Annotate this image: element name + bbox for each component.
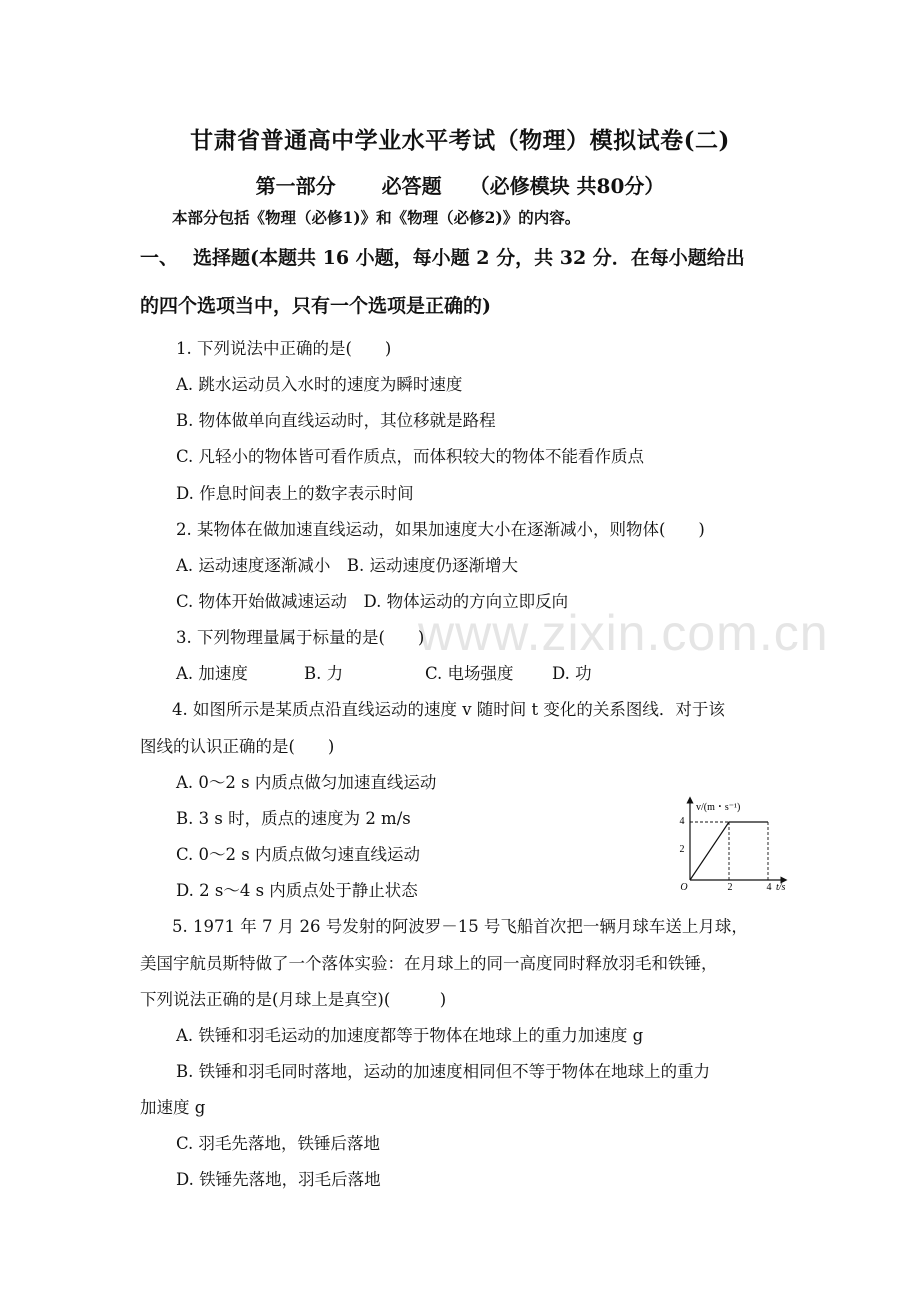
q2-stem: 2. 某物体在做加速直线运动，如果加速度大小在逐渐减小，则物体( ): [176, 520, 705, 539]
q5-option-b-line1: B. 铁锤和羽毛同时落地，运动的加速度相同但不等于物体在地球上的重力: [176, 1062, 711, 1081]
section-instruction-line2: 的四个选项当中，只有一个选项是正确的): [140, 295, 491, 317]
q5-option-b-line2: 加速度 g: [140, 1098, 206, 1117]
q4-option-b: B. 3 s 时，质点的速度为 2 m/s: [176, 809, 411, 828]
q4-stem-line2: 图线的认识正确的是( ): [140, 737, 335, 756]
q5-stem-line3: 下列说法正确的是(月球上是真空)( ): [140, 990, 447, 1009]
part-heading: [0, 170, 920, 199]
vt-y-label: v/(m・s⁻¹): [696, 802, 741, 813]
part-intro: 本部分包括《物理（必修1)》和《物理（必修2)》的内容。: [172, 208, 581, 227]
q3-stem: 3. 下列物理量属于标量的是( ): [176, 628, 425, 647]
q1-stem: 1. 下列说法中正确的是( ): [176, 339, 392, 358]
q4-option-a: A. 0～2 s 内质点做匀加速直线运动: [176, 773, 437, 792]
q5-option-a: A. 铁锤和羽毛运动的加速度都等于物体在地球上的重力加速度 g: [176, 1026, 644, 1045]
vt-graph: [666, 790, 802, 896]
q5-option-c: C. 羽毛先落地，铁锤后落地: [176, 1134, 381, 1153]
q5-stem-line1: 5. 1971 年 7 月 26 号发射的阿波罗－15 号飞船首次把一辆月球车送上月球，: [172, 917, 748, 936]
q5-stem-line2: 美国宇航员斯特做了一个落体实验：在月球上的同一高度同时释放羽毛和铁锤，: [140, 954, 718, 973]
q3-option-b: B. 力: [304, 664, 344, 683]
q4-option-d: D. 2 s～4 s 内质点处于静止状态: [176, 881, 418, 900]
vt-x-tick-4: 4: [766, 882, 772, 893]
vt-series-line: [690, 822, 768, 880]
q1-option-d: D. 作息时间表上的数字表示时间: [176, 484, 414, 503]
section-number: 一、: [140, 247, 179, 269]
q2-options-line1: A. 运动速度逐渐减小 B. 运动速度仍逐渐增大: [176, 556, 519, 575]
q4-option-c: C. 0～2 s 内质点做匀速直线运动: [176, 845, 420, 864]
vt-y-tick-4: 4: [679, 816, 685, 827]
q3-option-c: C. 电场强度: [425, 664, 514, 683]
q1-option-b: B. 物体做单向直线运动时，其位移就是路程: [176, 411, 496, 430]
vt-y-tick-2: 2: [679, 844, 685, 855]
exam-title: 甘肃省普通高中学业水平考试（物理）模拟试卷(二): [190, 127, 730, 154]
q2-options-line2: C. 物体开始做减速运动 D. 物体运动的方向立即反向: [176, 592, 569, 611]
vt-origin: O: [680, 882, 688, 893]
q1-option-a: A. 跳水运动员入水时的速度为瞬时速度: [176, 375, 463, 394]
part-label: 第一部分: [255, 174, 336, 198]
vt-x-label: t/s: [776, 882, 786, 893]
part-scope: （必修模块 共80分）: [469, 174, 665, 198]
part-type: 必答题: [381, 174, 442, 198]
q4-stem-line1: 4. 如图所示是某质点沿直线运动的速度 v 随时间 t 变化的关系图线．对于该: [172, 700, 725, 719]
q5-option-d: D. 铁锤先落地，羽毛后落地: [176, 1170, 381, 1189]
q1-option-c: C. 凡轻小的物体皆可看作质点，而体积较大的物体不能看作质点: [176, 447, 645, 466]
q3-option-a: A. 加速度: [176, 664, 248, 683]
watermark: www.zixin.com.cn: [418, 605, 829, 661]
section-instruction-line1: 选择题(本题共 16 小题，每小题 2 分，共 32 分．在每小题给出: [193, 247, 745, 269]
q3-option-d: D. 功: [552, 664, 592, 683]
vt-x-tick-2: 2: [727, 882, 733, 893]
